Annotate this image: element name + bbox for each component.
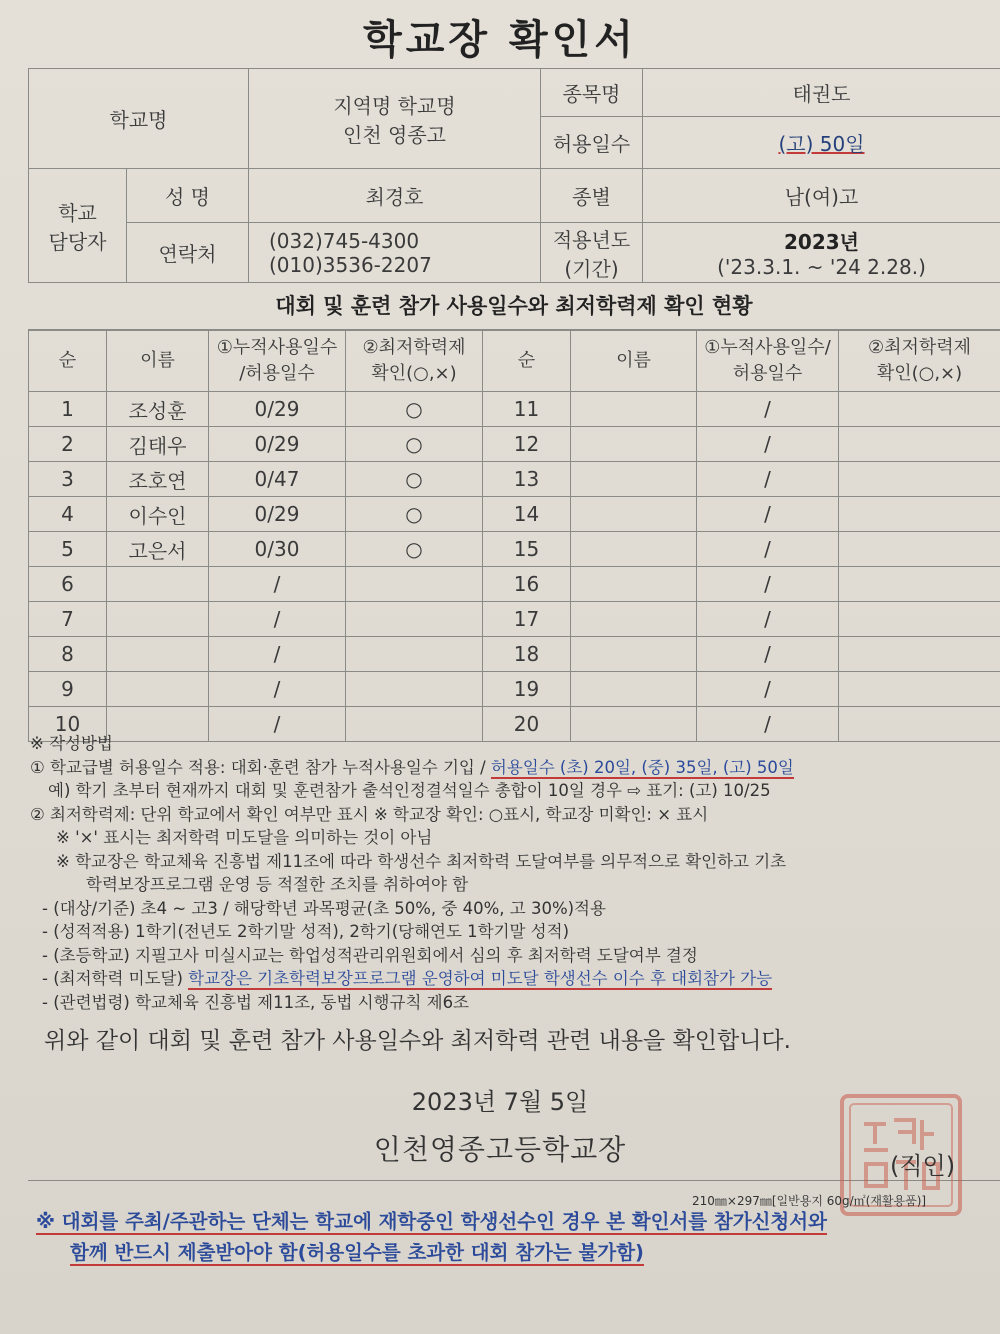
paper-spec: 210㎜×297㎜[일반용지 60g/㎡(재활용품)] (692, 1194, 927, 1208)
note-5: ※ 학교장은 학교체육 진흥법 제11조에 따라 학생선수 최저학력 도달여부를 의무적으로 확인하고 기초 (56, 851, 787, 871)
note-1 (30, 756, 990, 780)
col-check-right-1: ②최저학력제 (867, 337, 972, 358)
row-name-right (571, 427, 697, 462)
row-days-right: / (697, 567, 839, 602)
row-no-right: 15 (483, 532, 571, 567)
row-no-left: 6 (29, 567, 107, 602)
col-no-right: 순 (483, 331, 571, 392)
note-8: - (성적적용) 1학기(전년도 2학기말 성적), 2학기(당해연도 1학기말 성적) (42, 922, 570, 941)
row-no-right: 13 (483, 462, 571, 497)
row-check-left: ○ (346, 427, 483, 462)
note-2: 예) 학기 초부터 현재까지 대회 및 훈련참가 출석인정결석일수 총합이 10일 경우 ⇨ 표기: (고) 10/25 (48, 781, 771, 800)
note-11: - (관련법령) 학교체육 진흥법 제11조, 동법 시행규칙 제6조 (42, 992, 469, 1012)
roster-header-row (29, 331, 1000, 392)
seal-label: (직인) (890, 1152, 956, 1180)
row-no-right: 12 (483, 427, 571, 462)
col-days-right-1: ①누적사용일수/ (704, 337, 831, 358)
row-days-right: / (697, 427, 839, 462)
note-6: 학력보장프로그램 운영 등 적절한 조치를 취하여야 함 (86, 875, 469, 894)
writing-instructions (30, 732, 990, 1014)
name-label: 성 명 (127, 169, 249, 223)
row-no-right: 16 (483, 567, 571, 602)
year-value: 2023년 (784, 230, 859, 254)
note-4: ※ '×' 표시는 최저학력 미도달을 의미하는 것이 아님 (56, 828, 433, 847)
row-check-right (839, 567, 1000, 602)
name-value: 최경호 (249, 169, 541, 223)
row-name-left: 조호연 (107, 462, 209, 497)
row-no-left: 10 (29, 707, 107, 742)
footer-notice (36, 1206, 986, 1268)
row-days-left: / (209, 567, 346, 602)
col-no-left: 순 (29, 331, 107, 392)
roster-table (28, 330, 1000, 742)
row-no-left: 9 (29, 672, 107, 707)
phone-mobile: (010)3536-2207 (269, 252, 432, 277)
col-days-left-2: /허용일수 (239, 363, 315, 384)
row-check-right (839, 462, 1000, 497)
col-days-right-2: 허용일수 (732, 363, 803, 384)
row-name-left (107, 672, 209, 707)
footer-line-2-text: 함께 반드시 제출받아야 함(허용일수를 초과한 대회 참가는 불가함) (70, 1241, 644, 1264)
sport-label: 종목명 (541, 69, 643, 117)
row-name-right (571, 497, 697, 532)
row-name-right (571, 392, 697, 427)
year-value-cell (643, 223, 1000, 283)
row-no-right: 11 (483, 392, 571, 427)
col-days-left-1: ①누적사용일수 (216, 337, 338, 358)
table-row (29, 462, 1000, 497)
row-no-left: 1 (29, 392, 107, 427)
status-section-title: 대회 및 훈련 참가 사용일수와 최저학력제 확인 현황 (28, 283, 1000, 330)
row-name-right (571, 532, 697, 567)
note-3: ② 최저학력제: 단위 학교에서 확인 여부만 표시 ※ 학교장 확인: ○표시, 학교장 미확인: × 표시 (30, 804, 709, 824)
manager-label (29, 169, 127, 283)
footer-line-2 (36, 1237, 986, 1268)
year-label (541, 223, 643, 283)
contact-value (249, 223, 541, 283)
row-name-left (107, 602, 209, 637)
row-no-right: 18 (483, 637, 571, 672)
note-7: - (대상/기준) 초4 ~ 고3 / 해당학년 과목평균(초 50%, 중 40%, 고 30%)적용 (42, 898, 606, 918)
row-no-left: 3 (29, 462, 107, 497)
roster-body (29, 392, 1000, 742)
row-name-left: 조성훈 (107, 392, 209, 427)
row-check-left (346, 567, 483, 602)
footer-line-1-text: ※ 대회를 주최/주관하는 단체는 학교에 재학중인 학생선수인 경우 본 확인서를 참가신청서와 (36, 1210, 827, 1233)
row-check-left: ○ (346, 462, 483, 497)
row-name-right (571, 637, 697, 672)
row-check-left (346, 637, 483, 672)
allowed-days-value: (고) 50일 (778, 132, 865, 156)
row-no-left: 4 (29, 497, 107, 532)
row-no-right: 20 (483, 707, 571, 742)
col-check-left (346, 331, 483, 392)
row-no-right: 19 (483, 672, 571, 707)
school-name-cell (249, 69, 541, 169)
contact-label: 연락처 (127, 223, 249, 283)
row-no-left: 2 (29, 427, 107, 462)
document-title: 학교장 확인서 (363, 17, 637, 63)
school-info-table (28, 68, 1000, 283)
table-row (29, 392, 1000, 427)
issue-date: 2023년 7월 5일 (411, 1088, 589, 1116)
row-no-left: 5 (29, 532, 107, 567)
col-check-right (839, 331, 1000, 392)
gender-label: 종별 (541, 169, 643, 223)
col-check-left-2: 확인(○,×) (371, 363, 457, 384)
row-days-left: / (209, 707, 346, 742)
row-name-right (571, 672, 697, 707)
col-name-left: 이름 (107, 331, 209, 392)
col-days-right (697, 331, 839, 392)
notes-heading: ※ 작성방법 (30, 734, 113, 753)
row-check-left: ○ (346, 532, 483, 567)
allowed-days-value-cell (643, 117, 1000, 169)
col-days-left (209, 331, 346, 392)
row-days-left: 0/29 (209, 497, 346, 532)
row-check-right (839, 532, 1000, 567)
year-label-line1: 적용년도 (552, 227, 631, 252)
row-no-left: 8 (29, 637, 107, 672)
row-days-left: 0/29 (209, 392, 346, 427)
table-row (29, 427, 1000, 462)
confirmation-statement: 위와 같이 대회 및 훈련 참가 사용일수와 최저학력 관련 내용을 확인합니다. (44, 1028, 791, 1054)
allowed-days-label: 허용일수 (541, 117, 643, 169)
row-days-left: 0/30 (209, 532, 346, 567)
row-check-left (346, 672, 483, 707)
row-days-left: / (209, 602, 346, 637)
row-no-right: 17 (483, 602, 571, 637)
row-name-left: 김태우 (107, 427, 209, 462)
row-check-left: ○ (346, 392, 483, 427)
manager-label-line2: 담당자 (48, 229, 107, 254)
school-value: 인천 영종고 (343, 122, 446, 147)
year-label-line2: (기간) (564, 256, 619, 281)
table-row (29, 672, 1000, 707)
note-10-label: - (최저학력 미도달) (42, 969, 189, 988)
note-1-allowed-days: 허용일수 (초) 20일, (중) 35일, (고) 50일 (490, 757, 794, 777)
row-check-left (346, 602, 483, 637)
col-check-right-2: 확인(○,×) (876, 363, 963, 384)
row-days-left: / (209, 672, 346, 707)
row-days-right: / (697, 462, 839, 497)
gender-value: 남(여)고 (643, 169, 1000, 223)
row-check-right (839, 392, 1000, 427)
note-9: - (초등학교) 지필고사 미실시교는 학업성적관리위원회에서 심의 후 최저학력 도달여부 결정 (42, 945, 698, 965)
school-header: 지역명 학교명 (333, 93, 456, 118)
period-value: ('23.3.1. ~ '24 2.28.) (717, 255, 926, 279)
sport-value: 태권도 (643, 69, 1000, 117)
row-days-right: / (697, 707, 839, 742)
table-row (29, 602, 1000, 637)
row-name-left: 고은서 (107, 532, 209, 567)
row-days-right: / (697, 392, 839, 427)
row-check-right (839, 637, 1000, 672)
col-check-left-1: ②최저학력제 (362, 337, 466, 358)
note-10-text: 학교장은 기초학력보장프로그램 운영하여 미도달 학생선수 이수 후 대회참가 가능 (188, 969, 773, 988)
row-check-left: ○ (346, 497, 483, 532)
row-name-left (107, 567, 209, 602)
row-check-right (839, 672, 1000, 707)
school-label: 학교명 (29, 69, 249, 169)
row-days-right: / (697, 637, 839, 672)
row-days-left: 0/29 (209, 427, 346, 462)
row-check-right (839, 497, 1000, 532)
row-name-right (571, 462, 697, 497)
row-name-right (571, 567, 697, 602)
table-row (29, 532, 1000, 567)
row-days-left: / (209, 637, 346, 672)
row-check-right (839, 602, 1000, 637)
table-row (29, 567, 1000, 602)
table-row (29, 497, 1000, 532)
principal-name: 인천영종고등학교장 (373, 1133, 627, 1166)
table-row (29, 637, 1000, 672)
note-1-text: ① 학교급별 허용일수 적용: 대회·훈련 참가 누적사용일수 기입 / (30, 757, 491, 777)
row-days-right: / (697, 497, 839, 532)
footer-line-1 (36, 1206, 986, 1237)
col-name-right: 이름 (571, 331, 697, 392)
note-10 (30, 967, 990, 991)
row-no-right: 14 (483, 497, 571, 532)
row-days-right: / (697, 532, 839, 567)
row-days-left: 0/47 (209, 462, 346, 497)
row-name-right (571, 602, 697, 637)
row-days-right: / (697, 672, 839, 707)
row-name-left (107, 637, 209, 672)
phone-office: (032)745-4300 (269, 228, 420, 253)
row-name-left: 이수인 (107, 497, 209, 532)
row-check-right (839, 427, 1000, 462)
row-days-right: / (697, 602, 839, 637)
manager-label-line1: 학교 (58, 200, 97, 225)
row-no-left: 7 (29, 602, 107, 637)
